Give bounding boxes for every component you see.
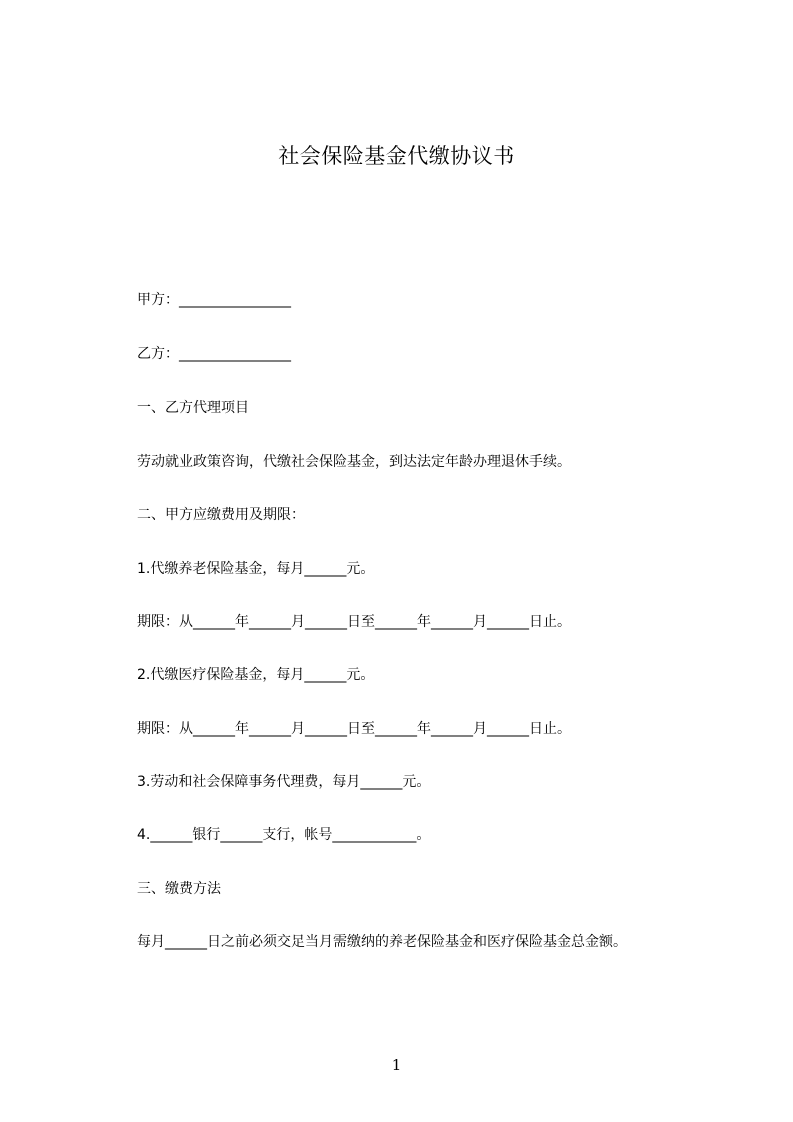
item-2-medical: 2.代缴医疗保险基金，每月______元。 [137, 667, 375, 683]
section-3-heading: 三、缴费方法 [137, 881, 221, 897]
item-1-pension: 1.代缴养老保险基金，每月______元。 [137, 561, 375, 577]
section-1-body: 劳动就业政策咨询，代缴社会保险基金，到达法定年龄办理退休手续。 [137, 454, 571, 470]
item-2-period: 期限：从______年______月______日至______年______月______日止。 [137, 721, 571, 737]
item-1-period: 期限：从______年______月______日至______年______月______日止。 [137, 614, 571, 630]
item-3-agency-fee: 3.劳动和社会保障事务代理费，每月______元。 [137, 774, 431, 790]
party-b-line: 乙方：________________ [137, 346, 291, 362]
page-number: 1 [391, 1056, 402, 1074]
document-title: 社会保险基金代缴协议书 [278, 144, 515, 168]
section-1-heading: 一、乙方代理项目 [137, 400, 249, 416]
party-a-line: 甲方：________________ [137, 292, 291, 308]
section-2-heading: 二、甲方应缴费用及期限： [137, 507, 305, 523]
item-4-bank-account: 4.______银行______支行，帐号____________。 [137, 827, 431, 843]
section-3-body: 每月______日之前必须交足当月需缴纳的养老保险基金和医疗保险基金总金额。 [137, 934, 627, 950]
